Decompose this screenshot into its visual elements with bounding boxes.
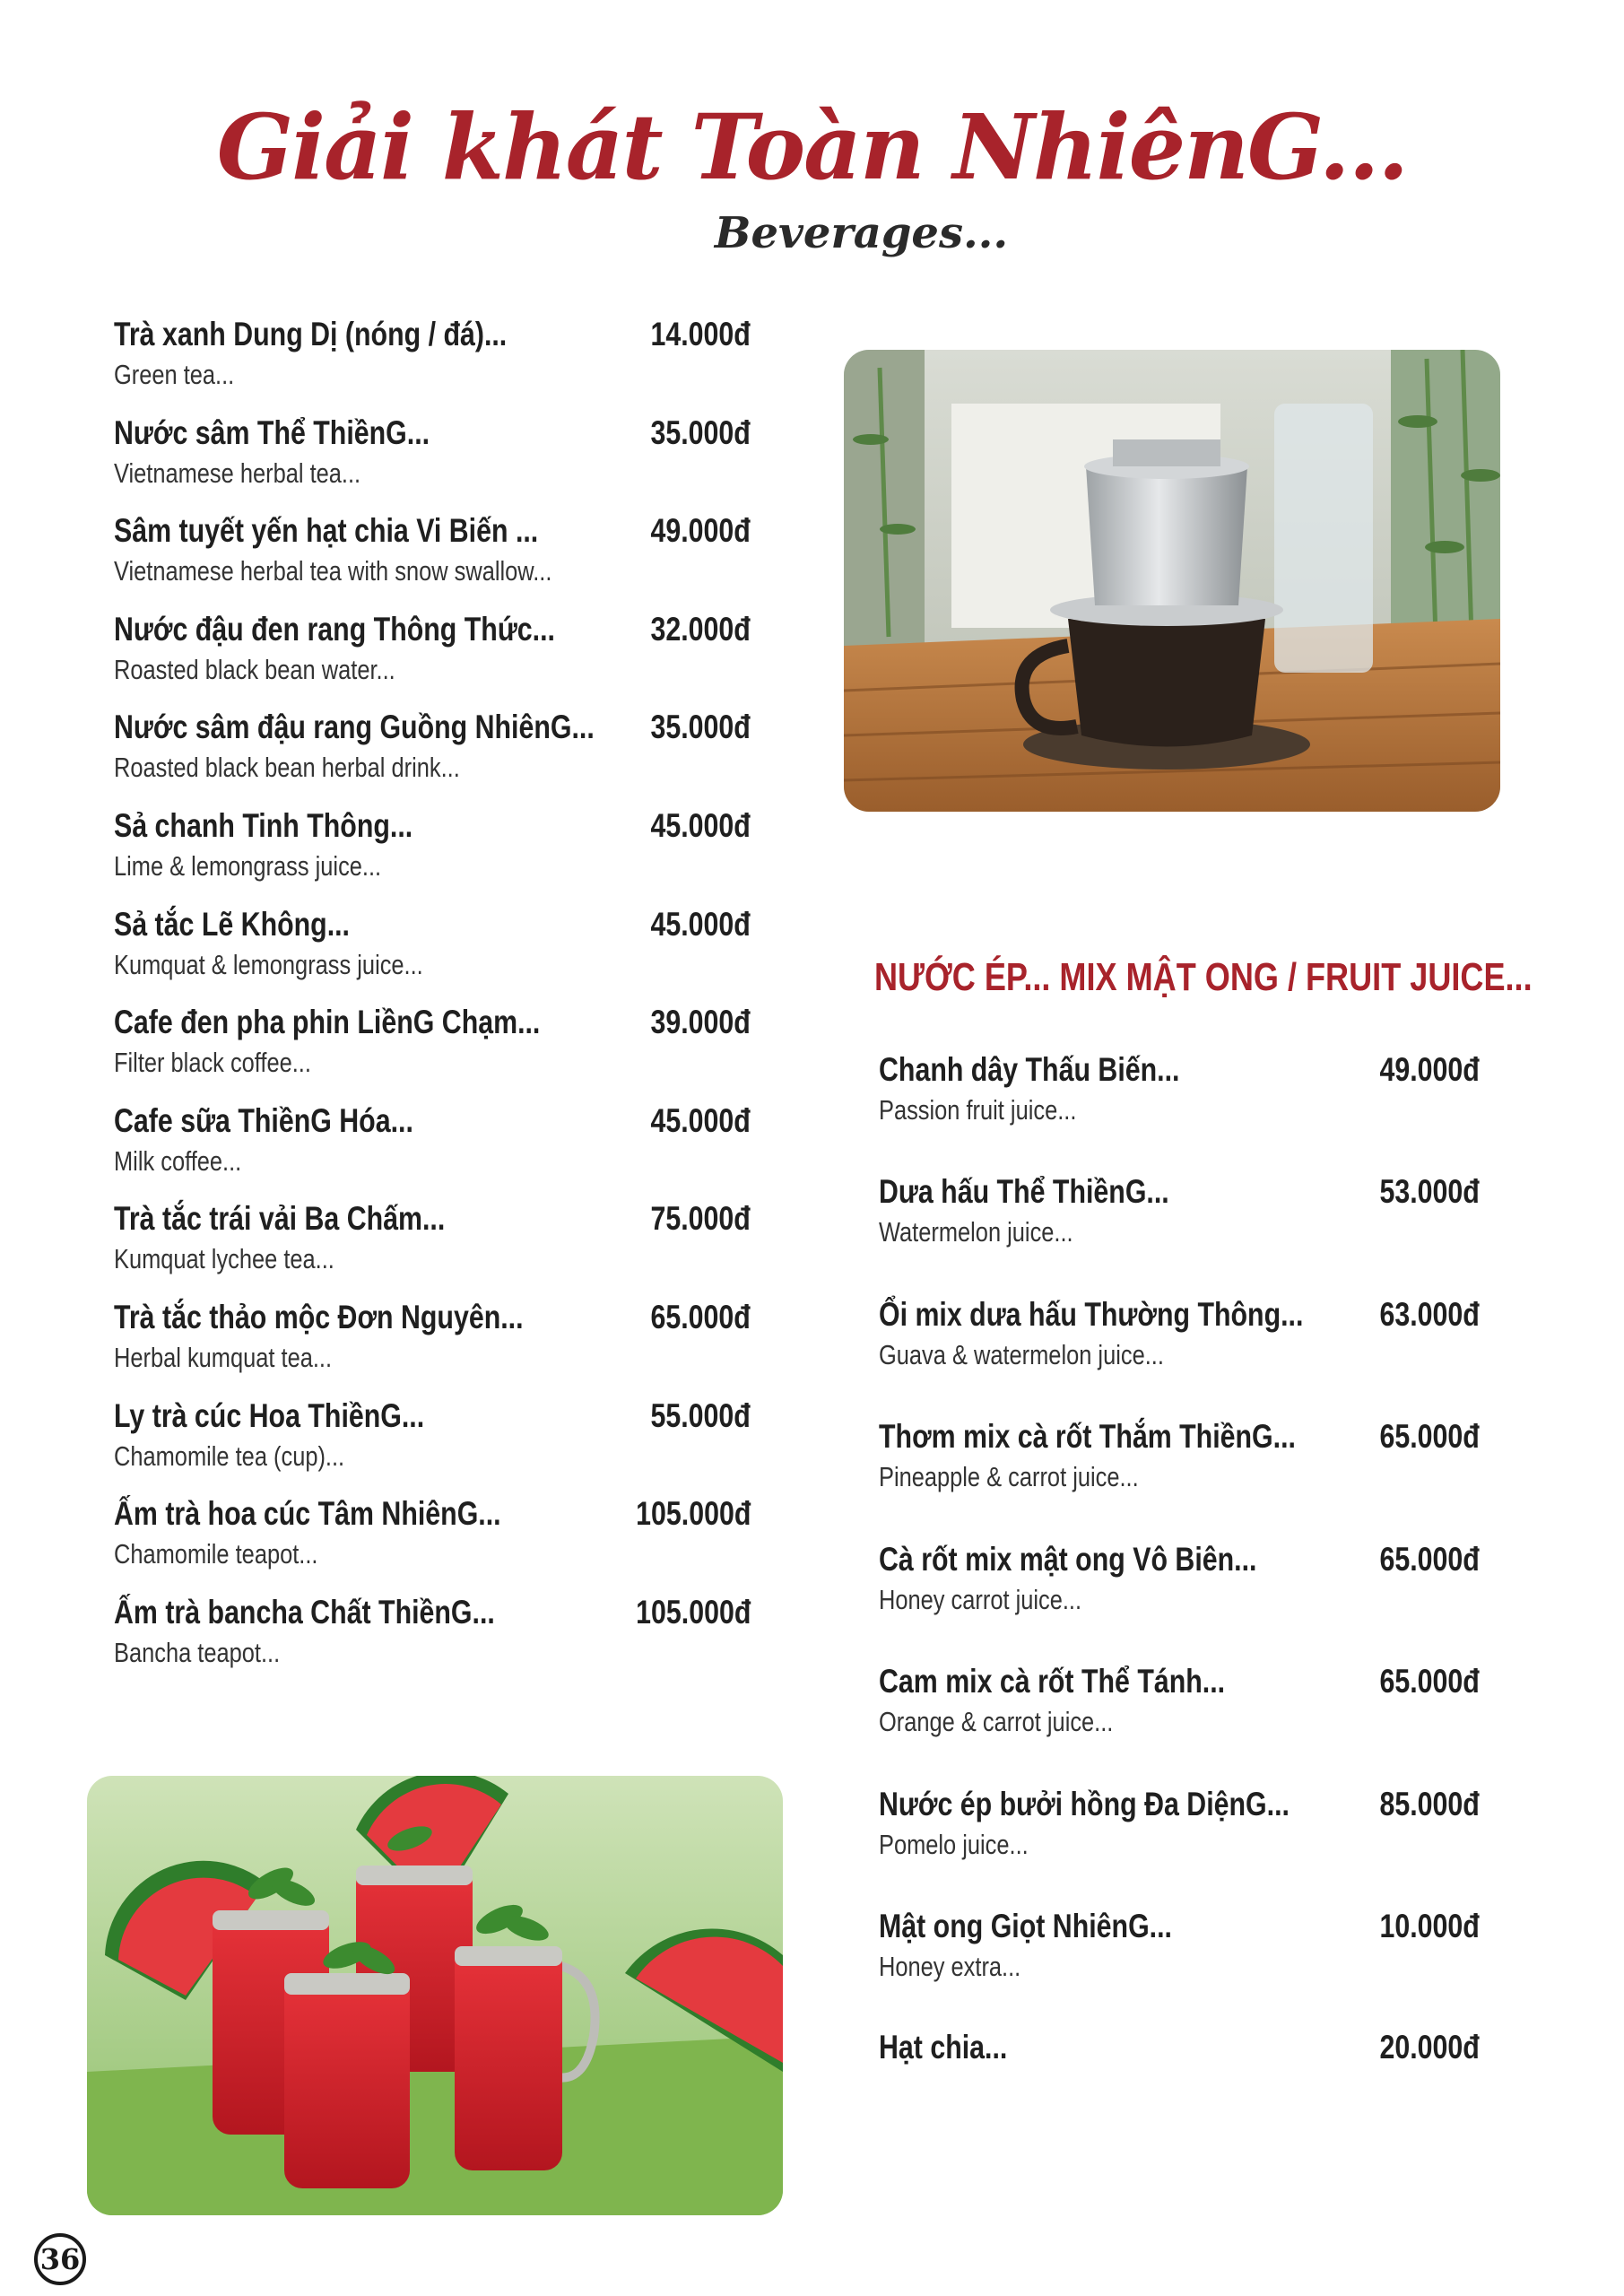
item-name: Cam mix cà rốt Thể Tánh...: [879, 1663, 1226, 1700]
item-price: 85.000đ: [1379, 1786, 1480, 1822]
item-description: Milk coffee...: [114, 1145, 242, 1177]
item-name: Trà xanh Dung Dị (nóng / đá)...: [114, 316, 508, 352]
item-name: Nước ép bưởi hồng Đa DiệnG...: [879, 1786, 1290, 1822]
item-price: 65.000đ: [1379, 1541, 1480, 1578]
item-price: 14.000đ: [650, 316, 751, 352]
item-description: Orange & carrot juice...: [879, 1706, 1114, 1737]
item-description: Kumquat lychee tea...: [114, 1243, 334, 1274]
item-name: Nước sâm đậu rang Guồng NhiênG...: [114, 709, 595, 745]
item-description: Herbal kumquat tea...: [114, 1342, 333, 1373]
item-price: 35.000đ: [650, 709, 751, 745]
item-name: Dưa hấu Thể ThiềnG...: [879, 1173, 1169, 1210]
item-price: 32.000đ: [650, 611, 751, 648]
item-name: Cafe sữa ThiềnG Hóa...: [114, 1102, 413, 1139]
item-price: 75.000đ: [650, 1200, 751, 1237]
item-description: Lime & lemongrass juice...: [114, 850, 382, 882]
juice-section-title: NƯỚC ÉP... MIX MẬT ONG / FRUIT JUICE...: [874, 955, 1533, 999]
item-name: Sả chanh Tinh Thông...: [114, 807, 413, 844]
item-description: Chamomile teapot...: [114, 1538, 318, 1570]
coffee-photo: [844, 350, 1500, 812]
item-description: Bancha teapot...: [114, 1637, 281, 1668]
item-price: 49.000đ: [650, 512, 751, 549]
item-price: 65.000đ: [1379, 1418, 1480, 1455]
item-description: Honey carrot juice...: [879, 1584, 1082, 1615]
item-price: 39.000đ: [650, 1004, 751, 1040]
item-price: 65.000đ: [1379, 1663, 1480, 1700]
item-description: Filter black coffee...: [114, 1047, 311, 1078]
item-name: Sâm tuyết yến hạt chia Vi Biến ...: [114, 512, 539, 549]
item-name: Trà tắc trái vải Ba Chấm...: [114, 1200, 446, 1237]
item-description: Roasted black bean herbal drink...: [114, 752, 460, 783]
item-price: 35.000đ: [650, 414, 751, 451]
item-description: Roasted black bean water...: [114, 654, 395, 685]
item-name: Cafe đen pha phin LiềnG Chạm...: [114, 1004, 541, 1040]
item-price: 53.000đ: [1379, 1173, 1480, 1210]
item-description: Pomelo juice...: [879, 1829, 1029, 1860]
item-description: Guava & watermelon juice...: [879, 1339, 1164, 1370]
item-description: Pineapple & carrot juice...: [879, 1461, 1139, 1492]
item-price: 49.000đ: [1379, 1051, 1480, 1088]
item-price: 45.000đ: [650, 807, 751, 844]
item-name: Sả tắc Lẽ Không...: [114, 906, 350, 943]
item-name: Ly trà cúc Hoa ThiềnG...: [114, 1397, 425, 1434]
item-price: 20.000đ: [1379, 2029, 1480, 2066]
item-name: Ấm trà bancha Chất ThiềnG...: [114, 1594, 495, 1631]
item-price: 105.000đ: [635, 1495, 751, 1532]
item-name: Cà rốt mix mật ong Vô Biên...: [879, 1541, 1257, 1578]
item-name: Nước sâm Thể ThiềnG...: [114, 414, 430, 451]
item-price: 65.000đ: [650, 1299, 751, 1335]
item-description: Honey extra...: [879, 1951, 1021, 1982]
item-description: Vietnamese herbal tea...: [114, 457, 361, 489]
item-price: 55.000đ: [650, 1397, 751, 1434]
item-name: Nước đậu đen rang Thông Thức...: [114, 611, 555, 648]
item-description: Chamomile tea (cup)...: [114, 1440, 345, 1472]
item-name: Ấm trà hoa cúc Tâm NhiênG...: [114, 1495, 501, 1532]
item-description: Watermelon juice...: [879, 1216, 1073, 1248]
item-name: Mật ong Giọt NhiênG...: [879, 1908, 1172, 1944]
item-description: Kumquat & lemongrass juice...: [114, 949, 423, 980]
item-name: Chanh dây Thấu Biến...: [879, 1051, 1180, 1088]
item-name: Hạt chia...: [879, 2029, 1008, 2066]
menu-subtitle: Beverages...: [714, 208, 1009, 258]
item-description: Vietnamese herbal tea with snow swallow...: [114, 555, 552, 587]
item-name: Trà tắc thảo mộc Đơn Nguyên...: [114, 1299, 524, 1335]
item-price: 10.000đ: [1379, 1908, 1480, 1944]
item-description: Passion fruit juice...: [879, 1094, 1077, 1126]
item-price: 45.000đ: [650, 906, 751, 943]
item-name: Thơm mix cà rốt Thắm ThiềnG...: [879, 1418, 1296, 1455]
watermelon-juice-photo: [87, 1776, 783, 2215]
menu-title: Giải khát Toàn NhiênG...: [216, 94, 1408, 200]
item-price: 105.000đ: [635, 1594, 751, 1631]
item-description: Green tea...: [114, 359, 235, 390]
item-price: 63.000đ: [1379, 1296, 1480, 1333]
item-name: Ổi mix dưa hấu Thường Thông...: [879, 1296, 1304, 1333]
item-price: 45.000đ: [650, 1102, 751, 1139]
page-number: 36: [34, 2233, 86, 2285]
